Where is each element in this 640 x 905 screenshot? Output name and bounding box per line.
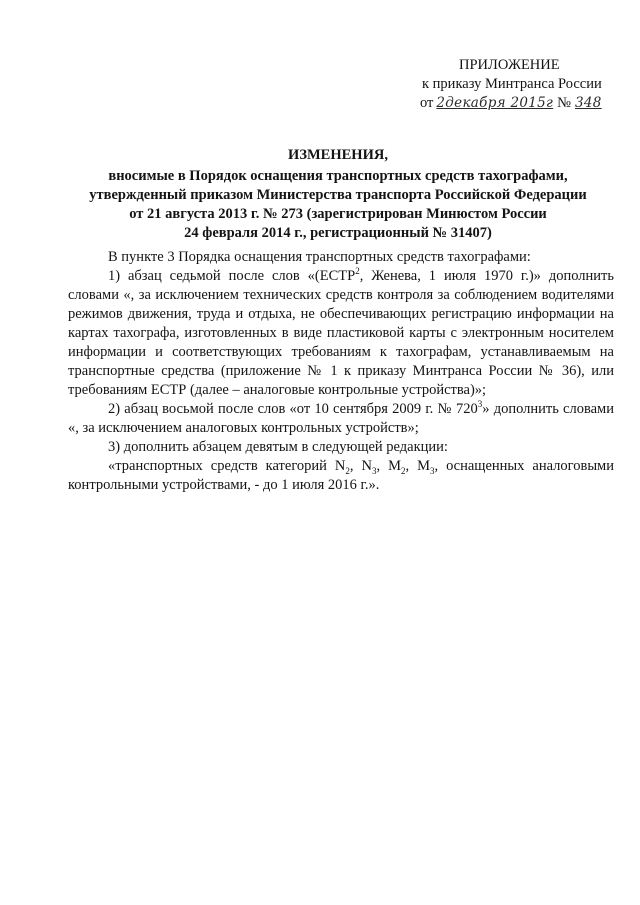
- footnote-mark: 3: [477, 399, 483, 410]
- intro-paragraph: В пункте 3 Порядка оснащения транспортных средств тахографами:: [108, 249, 531, 265]
- handwritten-order-number: 348: [575, 95, 602, 111]
- paragraph-3: 3) дополнить абзацем девятым в следующей редакции:: [108, 439, 448, 455]
- paragraph-text: , M: [376, 458, 401, 474]
- footnote-mark: 2: [355, 266, 360, 277]
- appendix-date-prefix: от: [420, 95, 434, 111]
- appendix-order-reference: к приказу Минтранса России: [422, 76, 602, 92]
- subscript: 3: [371, 465, 377, 476]
- paragraph-text: » дополнить словами «, за исключением аналоговых контрольных устройств»;: [68, 401, 614, 436]
- document-body: [68, 248, 614, 495]
- subscript: 2: [400, 465, 406, 476]
- handwritten-date: 2декабря 2015г: [436, 95, 554, 111]
- paragraph-text: «транспортных средств категорий N: [108, 458, 346, 474]
- subscript: 2: [345, 465, 350, 476]
- paragraph-text: , N: [349, 458, 372, 474]
- paragraph-text: 1) абзац седьмой после слов «(ЕСТР: [108, 268, 356, 284]
- paragraph-text: , оснащенных аналоговыми контрольными устройствами, - до 1 июля 2016 г.».: [68, 458, 614, 493]
- appendix-header: [400, 56, 625, 113]
- title-heading: ИЗМЕНЕНИЯ,: [288, 147, 388, 163]
- paragraph-text: 2) абзац восьмой после слов «от 10 сентября 2009 г. № 720: [108, 401, 478, 417]
- subscript: 3: [429, 465, 435, 476]
- number-sign: №: [557, 95, 571, 111]
- paragraph-text: , Женева, 1 июля 1970 г.)» дополнить словами «, за исключением технических средств контроля за соблюдением водителями режимов движения, труда и отдыха, не обеспечивающих регистрацию информации на картах тахографа, изготовленных в виде пластиковой карты с электронным носителем информации и соответствующих требованиям к тахографам, устанавливаемым на транспортные средства (приложение № 1 к приказу Минтранса России № 36), или требованиям ЕСТР (далее – аналоговые контрольные устройства)»;: [68, 268, 615, 398]
- paragraph-4: [68, 457, 614, 495]
- appendix-label: ПРИЛОЖЕНИЕ: [459, 57, 560, 73]
- document-title: [68, 146, 608, 243]
- paragraph-1: [68, 267, 614, 400]
- paragraph-text: , M: [405, 458, 430, 474]
- title-line: вносимые в Порядок оснащения транспортных средств тахографами,: [108, 168, 568, 184]
- paragraph-2: [68, 400, 614, 438]
- title-line: утвержденный приказом Министерства транспорта Российской Федерации: [89, 187, 587, 203]
- title-line: 24 февраля 2014 г., регистрационный № 31407): [184, 225, 492, 241]
- title-line: от 21 августа 2013 г. № 273 (зарегистрирован Минюстом России: [129, 206, 547, 222]
